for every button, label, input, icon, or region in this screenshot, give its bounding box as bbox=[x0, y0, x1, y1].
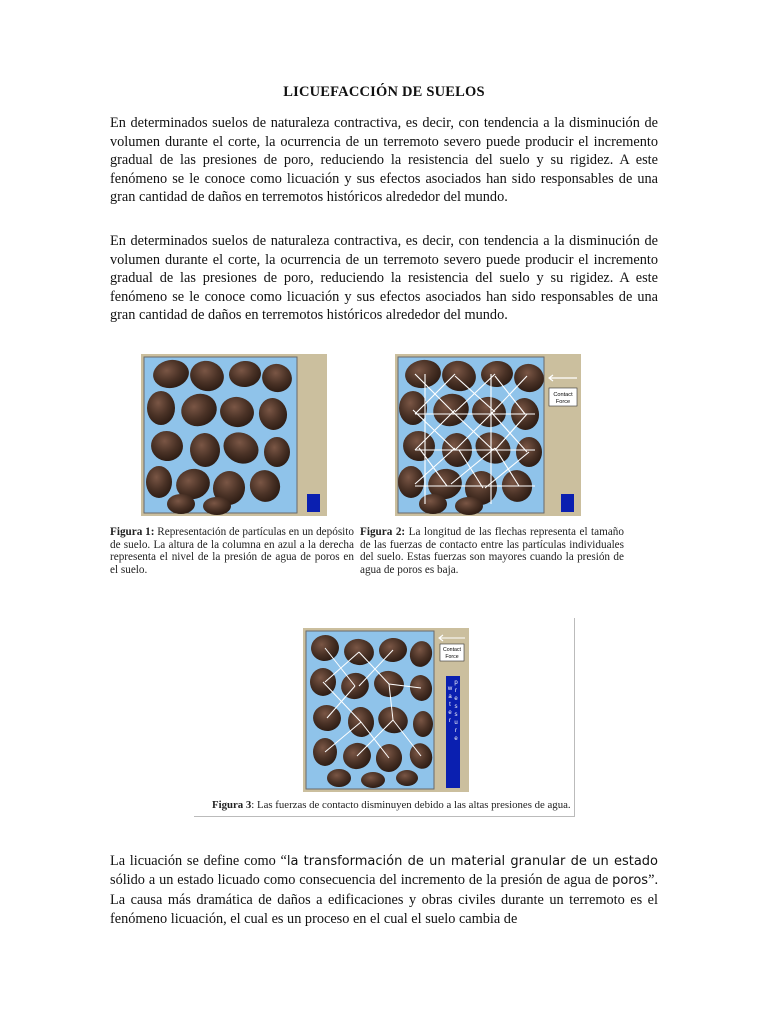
column-label-char: u bbox=[454, 720, 458, 726]
paragraph-1: En determinados suelos de naturaleza contractiva, es decir, con tendencia a la disminución de volumen durante el corte, la ocurrencia de un terremoto severo puede producir el incremento gradual de las presiones de poro, reduciendo la resistencia del suelo y su rigidez. A este fenómeno se le conoce como licuación y sus efectos asociados han sido responsables de una gran cantidad de daños en terremotos históricos alrededor del mundo. bbox=[110, 115, 658, 206]
paragraph-3-part-3: ”. La causa más dramática de daños a edificaciones y obras civiles durante un terremoto es el fenómeno licuación, el cual es un proceso en el cual el suelo cambia de bbox=[110, 872, 659, 928]
paragraph-3 bbox=[110, 852, 658, 930]
column-label-char: s bbox=[454, 704, 458, 710]
column-label-char: e bbox=[454, 736, 458, 742]
figure-3-caption bbox=[212, 799, 572, 812]
figure-2-pressure-column bbox=[561, 494, 574, 512]
figure-2-caption bbox=[360, 526, 624, 576]
paragraph-3-part-2: sólido a un estado licuado como consecuencia del incremento de la presión de agua de bbox=[110, 872, 609, 889]
figure-1-caption-text: Representación de partículas en un depósito de suelo. La altura de la columna en azul a la derecha representa el nivel de la presión de agua de poros en el suelo. bbox=[110, 526, 354, 576]
figure-2-image bbox=[395, 354, 581, 516]
column-label-char: a bbox=[448, 694, 452, 700]
soil-particle bbox=[146, 466, 172, 498]
soil-particle bbox=[327, 769, 351, 787]
figure-3-pressure-column bbox=[446, 676, 460, 788]
soil-particle bbox=[361, 772, 385, 788]
column-label-char: e bbox=[448, 710, 452, 716]
figure-3-legend-label-1: Contact bbox=[443, 647, 461, 653]
figure-2-legend-label-2: Force bbox=[555, 399, 571, 405]
column-label-char: e bbox=[454, 696, 458, 702]
paragraph-3-part-1: La licuación se define como “ bbox=[110, 853, 287, 869]
column-label-char: s bbox=[454, 712, 458, 718]
column-label-char: r bbox=[455, 688, 457, 694]
figure-1-image bbox=[141, 354, 327, 516]
soil-particle bbox=[203, 497, 231, 515]
figure-2-caption-text: La longitud de las flechas representa el tamaño de las fuerzas de contacto entre las partículas individuales del suelo. Estas fuerzas son mayores cuando la presión de agua de poros es baja. bbox=[360, 526, 624, 576]
soil-particle bbox=[396, 770, 418, 786]
paragraph-3-quote: la transformación de un material granular de un estado bbox=[286, 854, 658, 869]
soil-particle bbox=[419, 494, 447, 514]
column-label-char: t bbox=[449, 702, 451, 708]
figure-1-caption-label: Figura 1: bbox=[110, 526, 155, 538]
soil-particle bbox=[264, 437, 290, 467]
paragraph-3-quote-end: poros bbox=[612, 873, 649, 889]
column-label-char: p bbox=[454, 680, 458, 686]
soil-particle bbox=[147, 391, 175, 425]
figure-1-caption bbox=[110, 526, 354, 576]
soil-particle bbox=[413, 711, 433, 737]
figure-1-pressure-column bbox=[307, 494, 320, 512]
column-label-char: r bbox=[455, 728, 457, 734]
paragraph-2: En determinados suelos de naturaleza contractiva, es decir, con tendencia a la disminución de volumen durante el corte, la ocurrencia de un terremoto severo puede producir el incremento gradual de las presiones de poro, reduciendo la resistencia del suelo y su rigidez. A este fenómeno se le conoce como licuación y sus efectos asociados han sido responsables de una gran cantidad de daños en terremotos históricos alrededor del mundo. bbox=[110, 233, 658, 324]
figure-2-caption-label: Figura 2: bbox=[360, 526, 406, 538]
figure-3-caption-label: Figura 3 bbox=[212, 799, 252, 811]
soil-particle bbox=[167, 494, 195, 514]
column-label-char: r bbox=[449, 718, 451, 724]
figure-3-svg bbox=[303, 628, 469, 792]
column-label-char: w bbox=[447, 686, 453, 692]
figure-3-image bbox=[303, 628, 469, 792]
figure-2-legend-label-1: Contact bbox=[553, 392, 573, 398]
soil-particle bbox=[455, 497, 483, 515]
soil-particle bbox=[398, 466, 424, 498]
figure-3-legend-label-2: Force bbox=[445, 654, 459, 660]
document-title: LICUEFACCIÓN DE SUELOS bbox=[283, 84, 485, 100]
figure-2-svg bbox=[395, 354, 581, 516]
figure-3-caption-text: : Las fuerzas de contacto disminuyen debido a las altas presiones de agua. bbox=[251, 799, 571, 811]
figure-1-svg bbox=[141, 354, 327, 516]
